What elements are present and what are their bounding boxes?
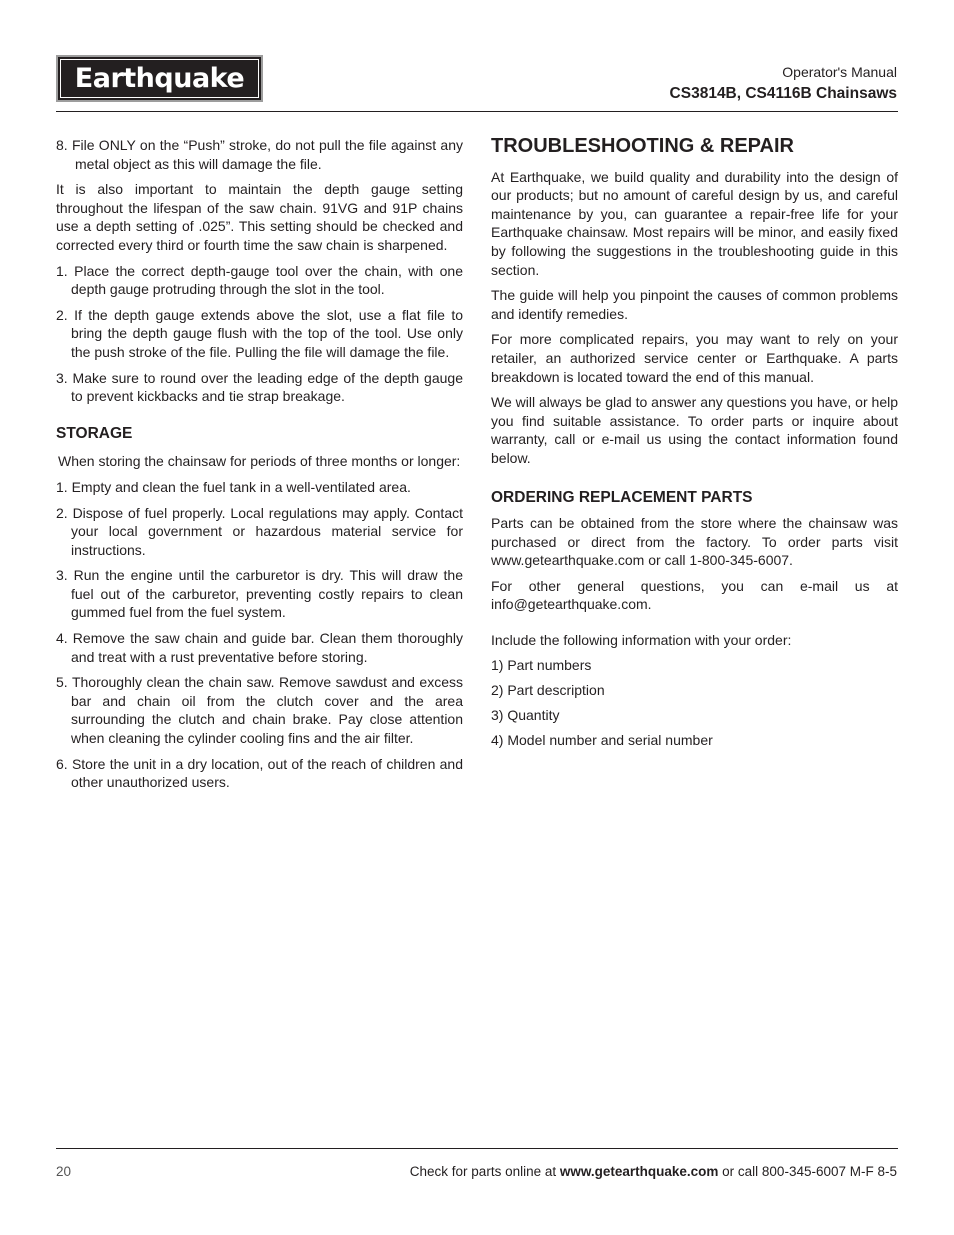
ordering-paragraph: Parts can be obtained from the store where the chainsaw was purchased or direct from the factory. To order parts visit www.getearthquake.com or call 1-800-345-6007. (491, 515, 898, 569)
page-number: 20 (56, 1164, 72, 1179)
left-column (56, 136, 463, 799)
depth-gauge-intro: It is also important to maintain the depth gauge setting throughout the lifespan of the saw chain. 91VG and 91P chains use a depth setting of .025”. This setting should be checked and corrected every third or fourth time the saw chain is sharpened. (56, 181, 463, 253)
header-title: CS3814B, CS4116B Chainsaws (669, 85, 897, 102)
depth-step: 2. If the depth gauge extends above the slot, use a flat file to bring the depth gauge flush with the top of the tool. Use only the push stroke of the file. Pulling the file will damage the file. (56, 306, 463, 360)
ordering-paragraph: For other general questions, you can e-mail us at info@getearthquake.com. (491, 577, 898, 613)
troubleshooting-paragraph: We will always be glad to answer any questions you have, or help you find suitable assistance. To order parts or inquire about warranty, call or e-mail us using the contact information found below. (491, 394, 898, 466)
right-column (491, 136, 898, 757)
storage-step: 4. Remove the saw chain and guide bar. Clean them thoroughly and treat with a rust preventative before storing. (56, 630, 463, 665)
storage-step: 2. Dispose of fuel properly. Local regulations may apply. Contact your local government or hazardous material service for instructions. (56, 504, 463, 558)
storage-step: 1. Empty and clean the fuel tank in a well-ventilated area. (56, 478, 411, 495)
earthquake-logo: Earthquake (56, 55, 263, 102)
ordering-parts-heading: ORDERING REPLACEMENT PARTS (491, 488, 753, 506)
depth-step: 3. Make sure to round over the leading edge of the depth gauge to prevent kickbacks and tie strap breakage. (56, 369, 463, 405)
storage-step: 6. Store the unit in a dry location, out of the reach of children and other unauthorized users. (56, 755, 463, 791)
header-subtitle: Operator's Manual (782, 64, 897, 80)
depth-step: 1. Place the correct depth-gauge tool over the chain, with one depth gauge protruding through the slot in the tool. (56, 262, 463, 298)
storage-intro: When storing the chainsaw for periods of three months or longer: (58, 453, 461, 470)
footer-contact (410, 1164, 897, 1179)
storage-step: 5. Thoroughly clean the chain saw. Remove sawdust and excess bar and chain oil from the clutch cover and the area surrounding the clutch and chain brake. Pay close attention when cleaning the cylinder cooling fins and the air filter. (56, 674, 463, 747)
footer-divider (56, 1148, 898, 1149)
header-divider (56, 111, 898, 112)
order-item: 4) Model number and serial number (491, 732, 713, 749)
troubleshooting-heading: TROUBLESHOOTING & REPAIR (491, 135, 794, 157)
troubleshooting-paragraph: For more complicated repairs, you may want to rely on your retailer, an authorized service center or Earthquake. A parts breakdown is located toward the end of this manual. (491, 331, 898, 385)
order-item: 3) Quantity (491, 707, 560, 724)
order-item: 1) Part numbers (491, 657, 592, 674)
storage-heading: STORAGE (56, 424, 133, 442)
order-intro: Include the following information with your order: (491, 632, 792, 649)
order-item: 2) Part description (491, 682, 605, 699)
footer-text-after: or call 800-345-6007 M-F 8-5 (718, 1164, 897, 1179)
footer-url-link[interactable]: www.getearthquake.com (559, 1164, 719, 1179)
storage-step: 3. Run the engine until the carburetor is dry. This will draw the fuel out of the carburetor, preventing costly repairs to clean gummed fuel from the fuel system. (56, 567, 463, 621)
footer-text-before: Check for parts online at (409, 1164, 560, 1179)
troubleshooting-paragraph: At Earthquake, we build quality and durability into the design of our products; but no amount of careful design by us, and careful maintenance by you, can guarantee a repair-free life for your Earthquake chainsaw. Most repairs will be minor, and easily fixed by following the suggestions in the troubleshooting guide in this section. (491, 168, 898, 278)
troubleshooting-paragraph: The guide will help you pinpoint the causes of common problems and identify remedies. (491, 287, 898, 322)
sharpening-step-8: 8. File ONLY on the “Push” stroke, do not pull the file against any metal object as this will damage the file. (56, 137, 463, 172)
